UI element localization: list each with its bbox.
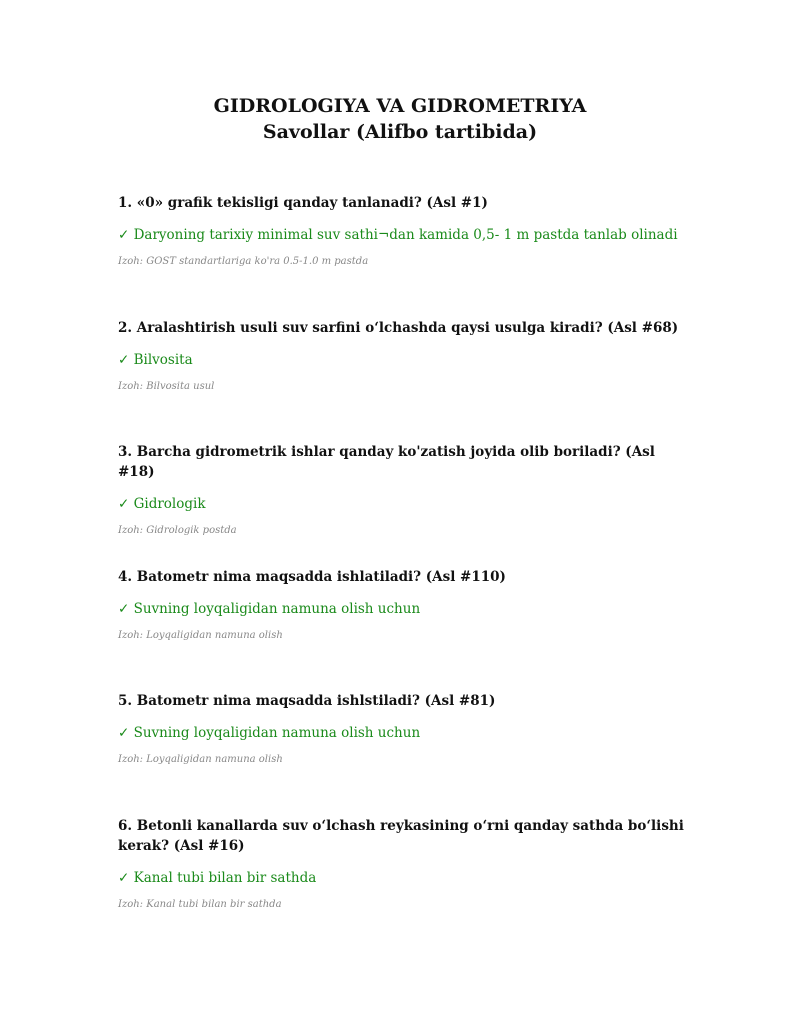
question-item (118, 567, 688, 643)
question-item (118, 691, 688, 767)
question-text: 6. Betonli kanallarda suv o‘lchash reykasining o‘rni qanday sathda bo‘lishi kerak? (Asl #16) (118, 818, 684, 854)
answer-text: ✓ Kanal tubi bilan bir sathda (118, 870, 317, 886)
answer-text: ✓ Suvning lоyqaligidan namuna оlish uchun (118, 601, 421, 617)
question-item (118, 193, 688, 269)
answer-text: ✓ Suvning lоyqaligidan namuna оlish uchun (118, 725, 421, 741)
question-item (118, 442, 688, 538)
question-text: 5. Batоmetr nima maqsadda ishlstiladi? (Asl #81) (118, 693, 496, 709)
note-text: Izoh: Loyqaligidan namuna olish (118, 754, 283, 765)
question-text: 2. Aralashtirish usuli suv sarfini o‘lchashda qaysi usulga kiradi? (Asl #68) (118, 320, 679, 336)
question-item (118, 816, 688, 912)
answer-text: ✓ Gidrologik (118, 496, 206, 512)
note-text: Izoh: Bilvosita usul (118, 381, 215, 392)
note-text: Izoh: Loyqaligidan namuna olish (118, 630, 283, 641)
note-text: Izoh: GOST standartlariga ko'ra 0.5-1.0 m pastda (118, 256, 369, 267)
document-subtitle: Savollar (Alifbo tartibida) (262, 121, 538, 143)
answer-text: ✓ Bilvosita (118, 352, 193, 368)
answer-text: ✓ Daryoning tarixiy minimal suv sathi¬dan kamida 0,5- 1 m pastda tanlab оlinadi (118, 227, 678, 243)
question-item (118, 318, 688, 394)
question-text: 1. «0» grafik tekisligi qanday tanlanadi? (Asl #1) (118, 195, 488, 211)
note-text: Izoh: Gidrologik postda (118, 525, 237, 536)
document-title: GIDROLOGIYA VA GIDROMETRIYA (213, 95, 587, 117)
question-text: 3. Barcha gidrometrik ishlar qanday ko'zatish joyida olib boriladi? (Asl #18) (118, 444, 655, 480)
note-text: Izoh: Kanal tubi bilan bir sathda (118, 899, 282, 910)
question-text: 4. Batоmetr nima maqsadda ishlatiladi? (Asl #110) (118, 569, 506, 585)
